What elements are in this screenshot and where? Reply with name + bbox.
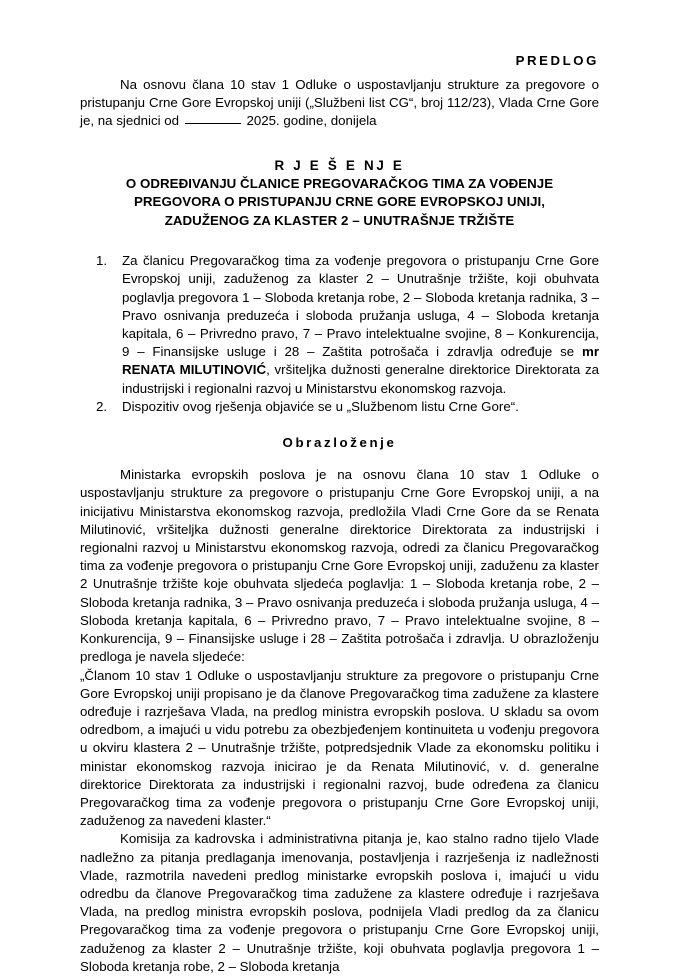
- date-blank-line: [185, 123, 241, 124]
- predlog-header-row: [80, 52, 599, 70]
- intro-paragraph: [80, 76, 599, 131]
- intro-text-part2: 2025. godine, donijela: [242, 113, 377, 129]
- list-item-text-before-bold: Dispozitiv ovog rješenja objaviće se u „Službenom listu Crne Gore“.: [122, 398, 519, 414]
- list-item-text-before-bold: Za članicu Pregovaračkog tima za vođenje pregovora o pristupanju Crne Gore Evropskoj uniji, zaduženog za klaster 2 – Unutrašnje tržište, koji obuhvata poglavlja pregovora 1 – Sloboda kretanja robe, 2 – Sloboda kretanja radnika, 3 – Pravo osnivanja preduzeća i sloboda pružanja usluga, 4 – Sloboda kretanja kapitala, 6 – Privredno pravo, 7 – Pravo intelektualne svojine, 8 – Konkurencija, 9 – Finansijske usluge i 28 – Zaštita potrošača i zdravlja određuje se: [122, 253, 599, 360]
- document-content: [80, 0, 599, 976]
- list-item-number: 2.: [96, 398, 108, 414]
- list-item: [80, 398, 599, 416]
- title-block: [80, 157, 599, 231]
- list-item-text-after-bold: , vršiteljka dužnosti generalne direktorice Direktorata za industrijski i regionalni razvoj u Ministarstvu ekonomskog razvoja.: [122, 362, 599, 396]
- explanation-paragraph-1: Ministarka evropskih poslova je na osnovu člana 10 stav 1 Odluke o uspostavljanju strukture za pregovore o pristupanju Crne Gore Evropskoj uniji, a na inicijativu Ministarstva ekonomskog razvoja, predložila Vladi Crne Gore da se Renata Milutinović, vršiteljka dužnosti generalne direktorice Direktorata za industrijski i regionalni razvoj u Ministarstvu ekonomskog razvoja, odredi za članicu Pregovaračkog tima za vođenje pregovora o pristupanju Crne Gore Evropskoj uniji, zaduženu za klaster 2 Unutrašnje tržište koje obuhvata sljedeća poglavlja: 1 – Sloboda kretanja robe, 2 – Sloboda kretanja radnika, 3 – Pravo osnivanja preduzeća i sloboda pružanja usluga, 4 – Sloboda kretanja kapitala, 6 – Privredno pravo, 7 – Pravo intelektualne svojine, 8 – Konkurencija, 9 – Finansijske usluge i 28 – Zaštita potrošača i zdravlja. U obrazloženju predloga je navela sljedeće:: [80, 467, 599, 665]
- predlog-header: PREDLOG: [515, 53, 599, 68]
- dispositive-list: [80, 252, 599, 416]
- list-item-number: 1.: [96, 253, 108, 269]
- list-item-text: [122, 253, 599, 395]
- appointee-name: mr RENATA MILUTINOVIĆ: [122, 344, 599, 378]
- explanation-heading: Obrazloženje: [282, 435, 397, 451]
- document-title-line-3: ZADUŽENOG ZA KLASTER 2 – UNUTRAŠNJE TRŽIŠTE: [164, 212, 515, 228]
- intro-text-part1: Na osnovu člana 10 stav 1 Odluke o uspostavljanju strukture za pregovore o pristupanju Crne Gore Evropskoj uniji („Službeni list CG“, broj 112/23), Vlada Crne Gore je, na sjednici od: [80, 77, 599, 129]
- document-title-main: R J E Š E NJ E: [274, 157, 405, 173]
- list-item-text: [122, 399, 519, 414]
- explanation-paragraph-2-quote: „Članom 10 stav 1 Odluke o uspostavljanju strukture za pregovore o pristupanju Crne Gore Evropskoj uniji propisano je da članove Pregovaračkog tima zadužene za klastere određuje i razrješava Vlada, na predlog ministra evropskih poslova. U skladu sa ovom odredbom, a imajući u vidu potrebu za obezbjeđenjem kontinuiteta u vođenju pregovora u okviru klastera 2 – Unutrašnje tržište, potpredsjednik Vlade za ekonomsku politiku i ministar ekonomskog razvoja inicirao je da Renata Milutinović, v. d. generalne direktorice Direktorata za industrijski i regionalni razvoj, bude određena za članicu Pregovaračkog tima za vođenje pregovora o pristupanju Crne Gore Evropskoj uniji, zaduženog za navedeni klaster.“: [80, 667, 599, 829]
- document-title-line-2: PREGOVORA O PRISTUPANJU CRNE GORE EVROPSKOJ UNIJI,: [133, 194, 546, 210]
- explanation-paragraph-3: Komisija za kadrovska i administrativna pitanja je, kao stalno radno tijelo Vlade nadležno za pitanja predlaganja imenovanja, postavljenja i razrješenja iz nadležnosti Vlade, razmotrila navedeni predlog ministarke evropskih poslova i, imajući u vidu odredbu da članove Pregovaračkog tima zadužene za klastere određuje i razrješava Vlada, na predlog ministra evropskih poslova, podnijela Vladi predlog da za članicu Pregovaračkog tima za vođenje pregovora o pristupanju Crne Gore Evropskoj uniji, zaduženog za klaster 2 – Unutrašnje tržište, koji obuhvata poglavlja pregovora 1 – Sloboda kretanja robe, 2 – Sloboda kretanja: [80, 831, 599, 974]
- document-title-line-1: O ODREĐIVANJU ČLANICE PREGOVARAČKOG TIMA ZA VOĐENJE: [125, 176, 554, 192]
- list-item: [80, 252, 599, 398]
